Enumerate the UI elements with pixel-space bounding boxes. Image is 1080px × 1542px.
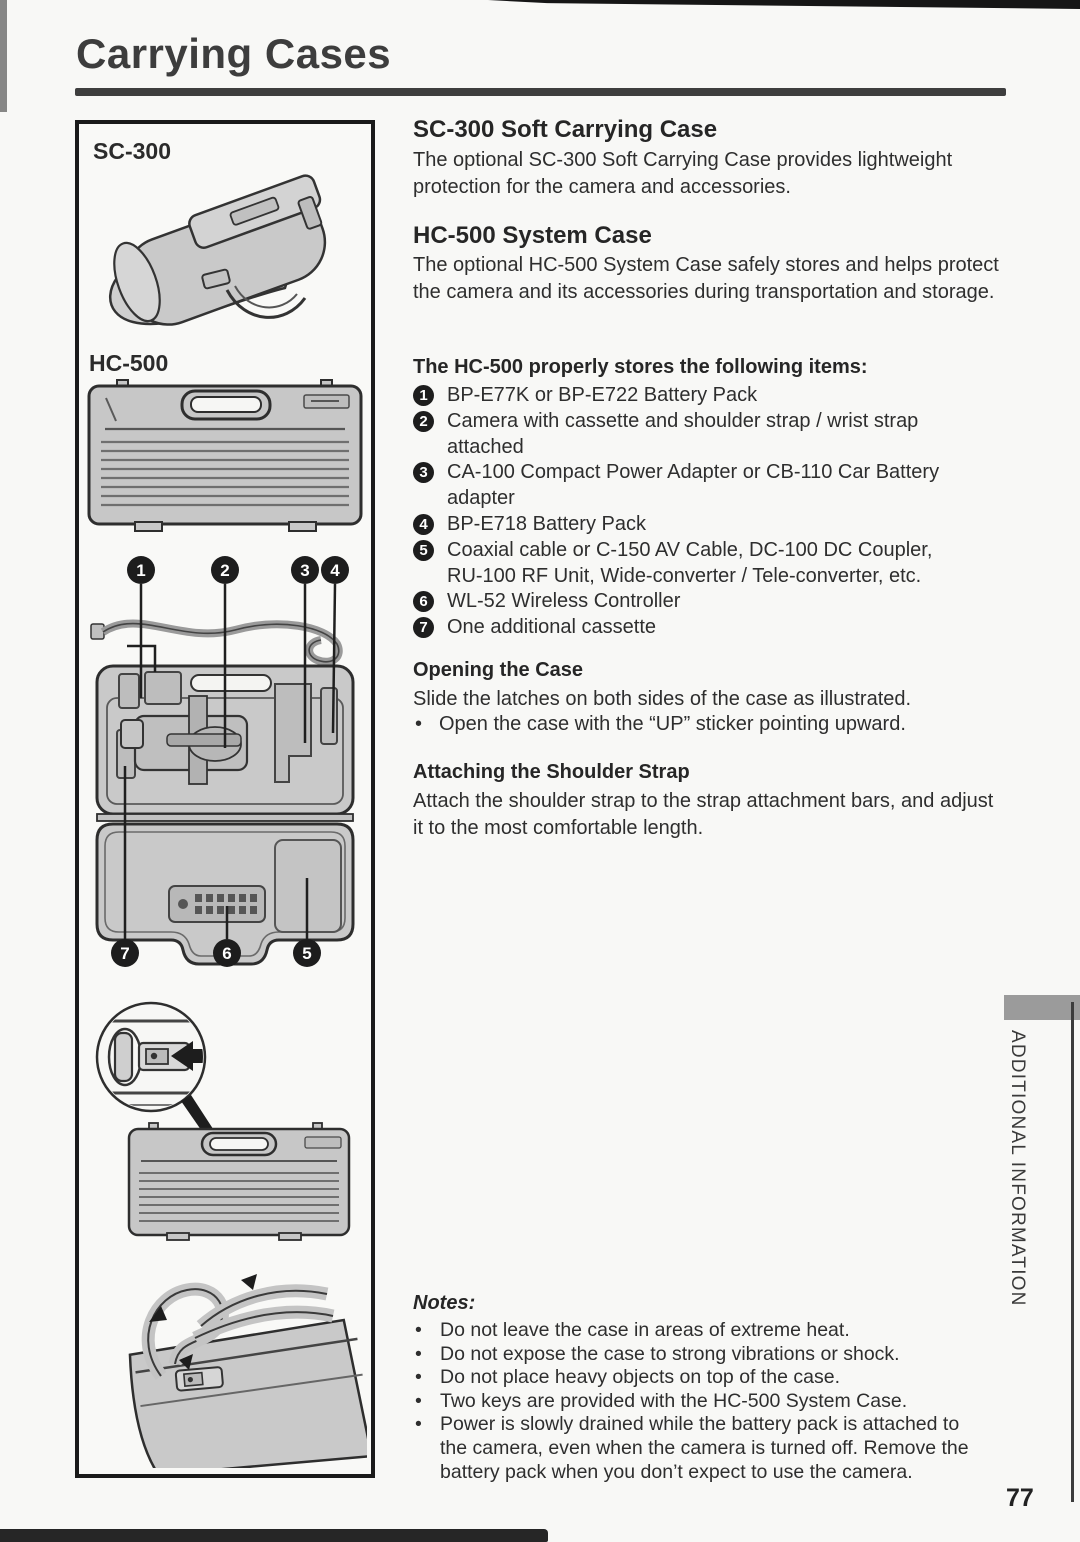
item-text: Camera with cassette and shoulder strap / wrist strap attached — [447, 409, 919, 458]
figure-panel — [75, 120, 375, 1478]
section-tab-marker — [1004, 995, 1080, 1020]
opening-bullet: • Open the case with the “UP” sticker pointing upward. — [413, 712, 1029, 738]
svg-text:5: 5 — [302, 944, 312, 963]
notes-list — [413, 1319, 975, 1484]
section-tab-label: ADDITIONAL INFORMATION — [1007, 1030, 1028, 1307]
item-text: CA-100 Compact Power Adapter or CB-110 Car Battery adapter — [447, 461, 940, 510]
items-heading: The HC-500 properly stores the following items: — [413, 356, 868, 378]
page-title: Carrying Cases — [76, 30, 392, 77]
sc300-heading: SC-300 Soft Carrying Case — [413, 116, 718, 143]
note-item: • Do not place heavy objects on top of the case. — [413, 1366, 975, 1390]
item-number-badge: 3 — [413, 462, 434, 483]
list-item — [413, 460, 973, 512]
hc500-heading: HC-500 System Case — [413, 222, 652, 249]
item-number-badge: 7 — [413, 617, 434, 638]
scan-edge-left — [0, 0, 7, 112]
item-number-badge: 6 — [413, 591, 434, 612]
page-number: 77 — [1006, 1484, 1034, 1512]
title-rule — [75, 88, 1006, 96]
attaching-heading: Attaching the Shoulder Strap — [413, 761, 690, 783]
item-number-badge: 5 — [413, 540, 434, 561]
svg-text:3: 3 — [300, 561, 310, 580]
item-number-badge: 4 — [413, 514, 434, 535]
hc500-open-case-diagram — [83, 548, 367, 986]
list-item — [413, 512, 973, 538]
svg-text:7: 7 — [120, 944, 130, 963]
item-text: WL-52 Wireless Controller — [447, 590, 681, 613]
sc300-bag-illustration — [85, 164, 363, 350]
note-item: • Do not expose the case to strong vibrations or shock. — [413, 1343, 975, 1367]
svg-text:2: 2 — [220, 561, 230, 580]
item-text: One additional cassette — [447, 616, 657, 639]
item-number-badge: 1 — [413, 385, 434, 406]
scan-edge-bottom — [0, 1529, 548, 1542]
hc500-closed-case-illustration — [83, 376, 367, 538]
callout-circles-top — [127, 556, 349, 584]
hc500-body: The optional HC-500 System Case safely stores and helps protect the camera and its accessories during transportation and storage. — [413, 254, 999, 303]
note-item: • Power is slowly drained while the battery pack is attached to the camera, even when the camera is turned off. Remove the battery pack when you don’t expect to use the camera. — [413, 1413, 975, 1484]
scan-edge-top — [488, 0, 1080, 9]
latch-detail-illustration — [83, 995, 367, 1257]
list-item — [413, 589, 973, 615]
items-list — [413, 383, 973, 641]
note-item: • Two keys are provided with the HC-500 System Case. — [413, 1390, 975, 1414]
item-text: BP-E718 Battery Pack — [447, 512, 646, 535]
note-item: • Do not leave the case in areas of extreme heat. — [413, 1319, 975, 1343]
opening-body: Slide the latches on both sides of the case as illustrated. — [413, 688, 912, 710]
opening-heading: Opening the Case — [413, 659, 584, 681]
list-item — [413, 538, 973, 590]
svg-text:4: 4 — [330, 561, 340, 580]
strap-attachment-illustration — [83, 1268, 367, 1468]
list-item — [413, 409, 973, 461]
hc500-figure-label: HC-500 — [89, 350, 169, 376]
list-item — [413, 615, 973, 641]
svg-text:6: 6 — [222, 944, 232, 963]
attaching-body: Attach the shoulder strap to the strap attachment bars, and adjust it to the most comfortable length. — [413, 790, 994, 839]
svg-text:1: 1 — [136, 561, 146, 580]
item-text: BP-E77K or BP-E722 Battery Pack — [447, 384, 758, 406]
section-tab-rule — [1071, 1002, 1074, 1502]
sc300-figure-label: SC-300 — [93, 138, 171, 164]
item-number-badge: 2 — [413, 411, 434, 432]
sc300-body: The optional SC-300 Soft Carrying Case provides lightweight protection for the camera and accessories. — [413, 149, 953, 198]
item-text: Coaxial cable or C-150 AV Cable, DC-100 DC Coupler, RU-100 RF Unit, Wide-converter / Tele-converter, etc. — [447, 538, 933, 587]
notes-heading: Notes: — [413, 1292, 476, 1314]
list-item — [413, 383, 973, 409]
